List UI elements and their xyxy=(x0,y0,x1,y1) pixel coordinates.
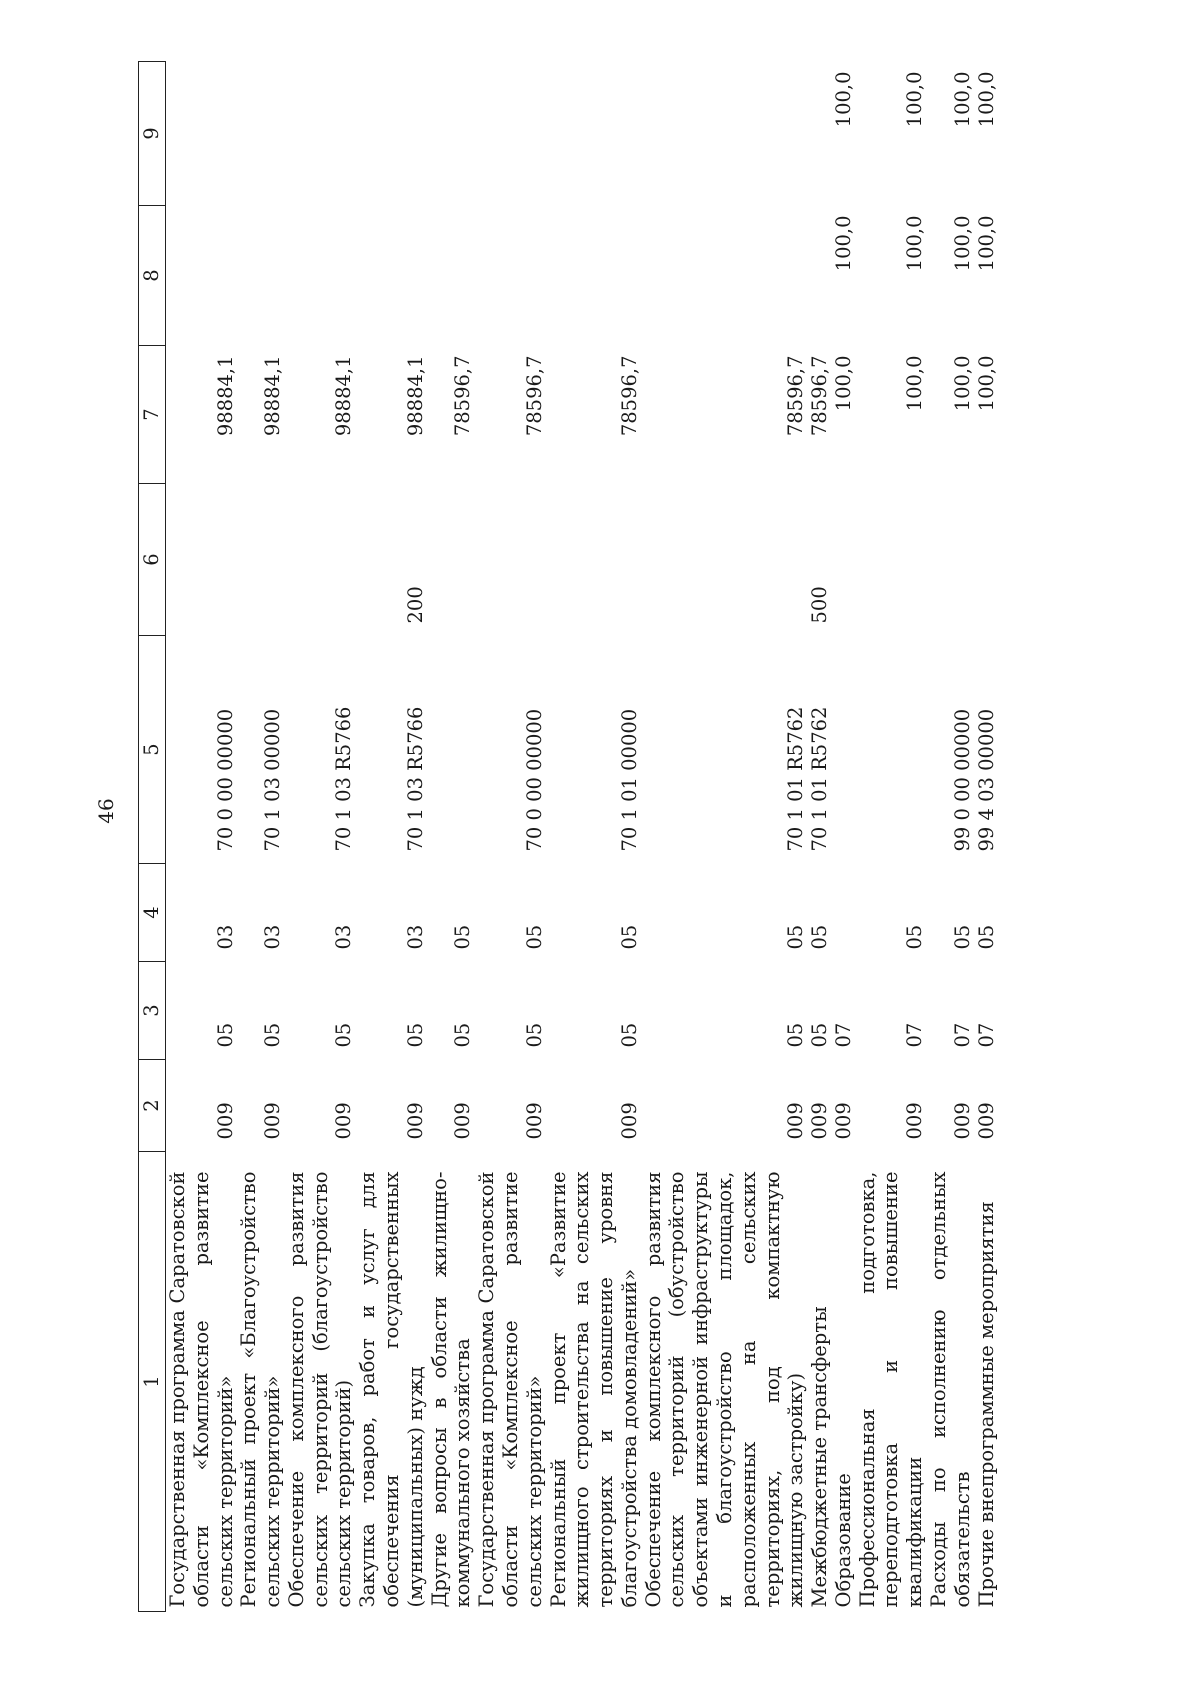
cell-section: 05 xyxy=(213,1022,237,1048)
cell-amount: 100,0 xyxy=(831,355,855,412)
cell-expense-type xyxy=(237,484,285,636)
cell-amount: 78596,7 xyxy=(784,355,808,437)
table-row xyxy=(832,62,856,1612)
cell-subsection: 05 xyxy=(617,924,641,950)
cell-target-article: 70 1 03 R5766 xyxy=(332,706,356,852)
cell-subsection: 05 xyxy=(974,924,998,950)
cell-amount: 78596,7 xyxy=(808,355,832,437)
row-name: Региональный проект «Развитие жилищного строительства на сельских территориях и повышение уровня благоустройства домовладений» xyxy=(546,1171,641,1608)
cell-expense-type: 200 xyxy=(403,586,427,624)
cell-subsection xyxy=(832,864,856,962)
cell-expense-type xyxy=(927,484,975,636)
cell-amount-3: 100,0 xyxy=(831,71,855,128)
table-row xyxy=(475,62,546,1612)
cell-section: 05 xyxy=(784,1022,808,1048)
table-row xyxy=(642,62,808,1612)
cell-section: 07 xyxy=(974,1022,998,1048)
column-header-9: 9 xyxy=(139,62,166,206)
cell-section: 05 xyxy=(403,1022,427,1048)
column-header-1: 1 xyxy=(139,1152,166,1612)
row-name: Межбюджетные трансферты xyxy=(808,1306,832,1608)
cell-target-article: 99 4 03 00000 xyxy=(974,708,998,852)
row-name: Закупка товаров, работ и услуг для обеспечения государственных (муниципальных) нужд xyxy=(356,1171,427,1608)
cell-target-article xyxy=(856,636,927,864)
cell-subsection: 03 xyxy=(261,924,285,950)
cell-admin-code: 009 xyxy=(974,1102,998,1140)
cell-admin-code: 009 xyxy=(332,1102,356,1140)
cell-section: 07 xyxy=(903,1022,927,1048)
table-header-row xyxy=(139,62,166,1612)
row-name: Обеспечение комплексного развития сельских территорий (обустройство объектами инженерной инфраструктуры и благоустройство площадок, расположенных на сельских территориях, под компактную жилищную застройку) xyxy=(641,1171,808,1608)
cell-amount-3: 100,0 xyxy=(974,71,998,128)
cell-amount-2: 100,0 xyxy=(903,215,927,272)
table-row xyxy=(237,62,285,1612)
cell-amount-2 xyxy=(642,206,808,346)
cell-amount-3 xyxy=(475,62,546,206)
cell-expense-type xyxy=(547,484,642,636)
row-name: Обеспечение комплексного развития сельских территорий (благоустройство сельских территорий) xyxy=(284,1171,356,1608)
row-name: Региональный проект «Благоустройство сельских территорий» xyxy=(237,1171,285,1608)
cell-admin-code: 009 xyxy=(950,1102,974,1140)
row-name: Расходы по исполнению отдельных обязательств xyxy=(927,1171,974,1608)
cell-amount: 100,0 xyxy=(974,355,998,412)
row-name: Прочие внепрограммные мероприятия xyxy=(974,1201,998,1608)
cell-admin-code: 009 xyxy=(213,1102,237,1140)
cell-subsection: 05 xyxy=(522,924,546,950)
row-name: Государственная программа Саратовской области «Комплексное развитие сельских территорий» xyxy=(475,1171,546,1608)
cell-amount-2: 100,0 xyxy=(974,215,998,272)
cell-section: 05 xyxy=(522,1022,546,1048)
page-number: 46 xyxy=(94,798,118,824)
cell-amount: 100,0 xyxy=(950,355,974,412)
cell-admin-code: 009 xyxy=(451,1102,475,1140)
row-name: Образование xyxy=(831,1473,855,1608)
cell-subsection: 03 xyxy=(403,924,427,950)
cell-amount-2 xyxy=(808,206,832,346)
cell-amount-3 xyxy=(166,62,238,206)
table-row xyxy=(428,62,476,1612)
table-body xyxy=(166,62,999,1612)
cell-amount: 98884,1 xyxy=(332,355,356,437)
cell-admin-code: 009 xyxy=(522,1102,546,1140)
cell-subsection: 05 xyxy=(903,924,927,950)
cell-target-article xyxy=(428,636,476,864)
cell-section: 07 xyxy=(950,1022,974,1048)
cell-section: 05 xyxy=(808,1022,832,1048)
cell-target-article: 70 1 03 R5766 xyxy=(403,706,427,852)
column-header-8: 8 xyxy=(139,206,166,346)
cell-admin-code: 009 xyxy=(784,1102,808,1140)
row-name: Государственная программа Саратовской области «Комплексное развитие сельских территорий» xyxy=(166,1171,237,1608)
cell-amount: 98884,1 xyxy=(213,355,237,437)
cell-amount-2 xyxy=(428,206,476,346)
cell-amount-3 xyxy=(808,62,832,206)
table-row xyxy=(356,62,427,1612)
column-header-3: 3 xyxy=(139,962,166,1060)
cell-amount-3: 100,0 xyxy=(950,71,974,128)
table-row xyxy=(856,62,927,1612)
column-header-7: 7 xyxy=(139,346,166,484)
cell-target-article: 70 1 01 R5762 xyxy=(784,706,808,852)
table-row xyxy=(927,62,975,1612)
cell-target-article: 70 0 00 00000 xyxy=(213,708,237,852)
cell-expense-type xyxy=(832,484,856,636)
cell-subsection: 05 xyxy=(950,924,974,950)
cell-admin-code: 009 xyxy=(808,1102,832,1140)
cell-amount: 98884,1 xyxy=(261,355,285,437)
cell-amount-3: 100,0 xyxy=(903,71,927,128)
cell-amount-2: 100,0 xyxy=(950,215,974,272)
cell-amount-2: 100,0 xyxy=(831,215,855,272)
table-row xyxy=(975,62,999,1612)
cell-target-article: 99 0 00 00000 xyxy=(950,708,974,852)
cell-subsection: 03 xyxy=(213,924,237,950)
cell-amount-2 xyxy=(285,206,356,346)
cell-amount: 78596,7 xyxy=(617,355,641,437)
cell-admin-code: 009 xyxy=(403,1102,427,1140)
column-header-6: 6 xyxy=(139,484,166,636)
column-header-4: 4 xyxy=(139,864,166,962)
cell-amount-3 xyxy=(356,62,427,206)
cell-admin-code: 009 xyxy=(261,1102,285,1140)
cell-expense-type xyxy=(166,484,238,636)
cell-expense-type xyxy=(856,484,927,636)
column-header-5: 5 xyxy=(139,636,166,864)
cell-target-article: 70 1 01 R5762 xyxy=(808,706,832,852)
cell-amount-2 xyxy=(237,206,285,346)
table-row xyxy=(808,62,832,1612)
cell-amount: 100,0 xyxy=(903,355,927,412)
cell-admin-code: 009 xyxy=(903,1102,927,1140)
column-header-2: 2 xyxy=(139,1060,166,1152)
cell-amount-2 xyxy=(475,206,546,346)
row-name: Другие вопросы в области жилищно-коммунального хозяйства xyxy=(427,1171,475,1608)
cell-amount-3 xyxy=(642,62,808,206)
cell-expense-type xyxy=(428,484,476,636)
cell-expense-type xyxy=(642,484,808,636)
cell-section: 05 xyxy=(451,1022,475,1048)
cell-target-article xyxy=(832,636,856,864)
cell-section: 05 xyxy=(617,1022,641,1048)
cell-section: 05 xyxy=(332,1022,356,1048)
cell-amount-2 xyxy=(166,206,238,346)
cell-subsection: 05 xyxy=(784,924,808,950)
table-row xyxy=(285,62,356,1612)
cell-amount-3 xyxy=(285,62,356,206)
cell-subsection: 03 xyxy=(332,924,356,950)
cell-expense-type: 500 xyxy=(808,586,832,624)
cell-amount: 98884,1 xyxy=(403,355,427,437)
cell-expense-type xyxy=(475,484,546,636)
cell-amount: 78596,7 xyxy=(522,355,546,437)
cell-amount-2 xyxy=(356,206,427,346)
cell-admin-code: 009 xyxy=(831,1102,855,1140)
cell-admin-code: 009 xyxy=(617,1102,641,1140)
table-row xyxy=(547,62,642,1612)
cell-section: 07 xyxy=(831,1022,855,1048)
cell-amount-3 xyxy=(428,62,476,206)
cell-target-article: 70 1 03 00000 xyxy=(261,708,285,852)
cell-amount-3 xyxy=(237,62,285,206)
cell-target-article: 70 1 01 00000 xyxy=(617,708,641,852)
cell-amount: 78596,7 xyxy=(451,355,475,437)
cell-section: 05 xyxy=(261,1022,285,1048)
cell-expense-type xyxy=(975,484,999,636)
cell-amount-3 xyxy=(547,62,642,206)
cell-target-article: 70 0 00 00000 xyxy=(522,708,546,852)
cell-expense-type xyxy=(285,484,356,636)
budget-table xyxy=(138,61,998,1612)
row-name: Профессиональная подготовка, переподготовка и повышение квалификации xyxy=(855,1171,927,1608)
cell-subsection: 05 xyxy=(808,924,832,950)
table-row xyxy=(166,62,238,1612)
cell-amount-2 xyxy=(547,206,642,346)
cell-subsection: 05 xyxy=(451,924,475,950)
